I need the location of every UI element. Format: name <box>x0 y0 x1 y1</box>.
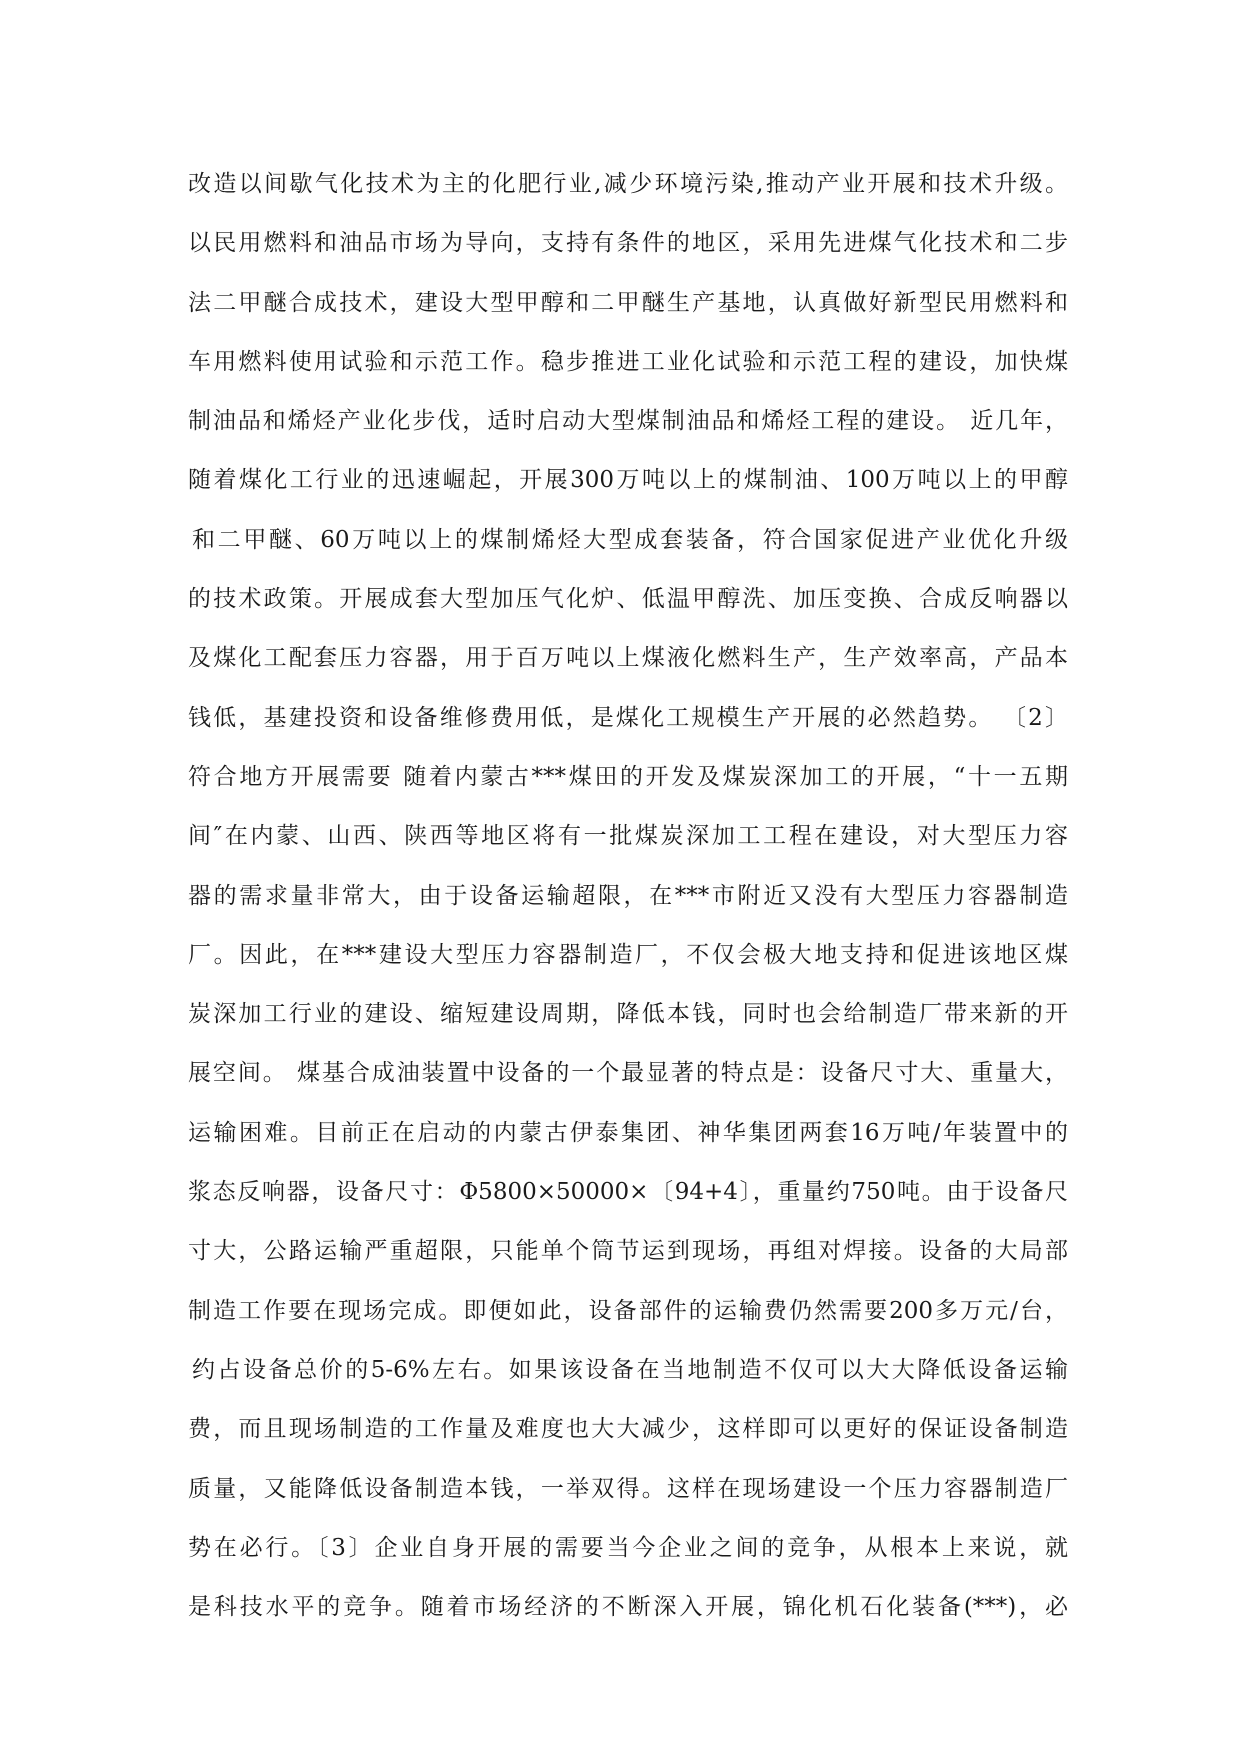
text-line-10: 钱低，基建投资和设备维修费用低，是煤化工规模生产开展的必然趋势。 〔2〕 <box>188 704 1068 731</box>
text-line-11: 符合地方开展需要 随着内蒙古***煤田的开发及煤炭深加工的开展，“十一五期 <box>188 763 1068 790</box>
text-line-5: 制油品和烯烃产业化步伐，适时启动大型煤制油品和烯烃工程的建设。 近几年， <box>188 408 1068 435</box>
text-line-7: 和二甲醚、60万吨以上的煤制烯烃大型成套装备，符合国家促进产业优化升级 <box>192 526 1068 553</box>
text-line-3: 法二甲醚合成技术，建设大型甲醇和二甲醚生产基地，认真做好新型民用燃料和 <box>188 289 1068 316</box>
text-line-4: 车用燃料使用试验和示范工作。稳步推进工业化试验和示范工程的建设，加快煤 <box>188 348 1068 375</box>
body-text <box>188 155 1068 1637</box>
text-line-9: 及煤化工配套压力容器，用于百万吨以上煤液化燃料生产，生产效率高，产品本 <box>188 645 1068 672</box>
text-line-17: 运输困难。目前正在启动的内蒙古伊泰集团、神华集团两套16万吨/年装置中的 <box>188 1119 1068 1146</box>
text-line-19: 寸大，公路运输严重超限，只能单个筒节运到现场，再组对焊接。设备的大局部 <box>188 1238 1068 1265</box>
text-line-14: 厂。因此，在***建设大型压力容器制造厂，不仅会极大地支持和促进该地区煤 <box>188 941 1068 968</box>
text-line-8: 的技术政策。开展成套大型加压气化炉、低温甲醇洗、加压变换、合成反响器以 <box>188 586 1068 613</box>
text-line-24: 势在必行。〔3〕企业自身开展的需要当今企业之间的竞争，从根本上来说，就 <box>188 1534 1068 1561</box>
text-line-12: 间″在内蒙、山西、陕西等地区将有一批煤炭深加工工程在建设，对大型压力容 <box>188 823 1068 850</box>
text-line-2: 以民用燃料和油品市场为导向，支持有条件的地区，采用先进煤气化技术和二步 <box>188 230 1068 257</box>
text-line-25: 是科技水平的竞争。随着市场经济的不断深入开展，锦化机石化装备(***)，必 <box>188 1594 1068 1621</box>
text-line-22: 费，而且现场制造的工作量及难度也大大减少，这样即可以更好的保证设备制造 <box>188 1416 1068 1443</box>
text-line-18: 浆态反响器，设备尺寸：Φ5800×50000×〔94+4〕，重量约750吨。由于设备尺 <box>188 1179 1068 1206</box>
text-line-1: 改造以间歇气化技术为主的化肥行业,减少环境污染,推动产业开展和技术升级。 <box>188 171 1068 197</box>
text-line-16: 展空间。 煤基合成油装置中设备的一个最显著的特点是：设备尺寸大、重量大， <box>188 1060 1068 1087</box>
text-line-21: 约占设备总价的5-6%左右。如果该设备在当地制造不仅可以大大降低设备运输 <box>192 1356 1068 1383</box>
text-line-13: 器的需求量非常大，由于设备运输超限，在***市附近又没有大型压力容器制造 <box>188 882 1068 909</box>
text-line-6: 随着煤化工行业的迅速崛起，开展300万吨以上的煤制油、100万吨以上的甲醇 <box>188 467 1068 494</box>
text-line-23: 质量，又能降低设备制造本钱，一举双得。这样在现场建设一个压力容器制造厂 <box>188 1475 1068 1502</box>
text-line-15: 炭深加工行业的建设、缩短建设周期，降低本钱，同时也会给制造厂带来新的开 <box>188 1001 1068 1028</box>
text-line-20: 制造工作要在现场完成。即便如此，设备部件的运输费仍然需要200多万元/台， <box>188 1297 1068 1324</box>
